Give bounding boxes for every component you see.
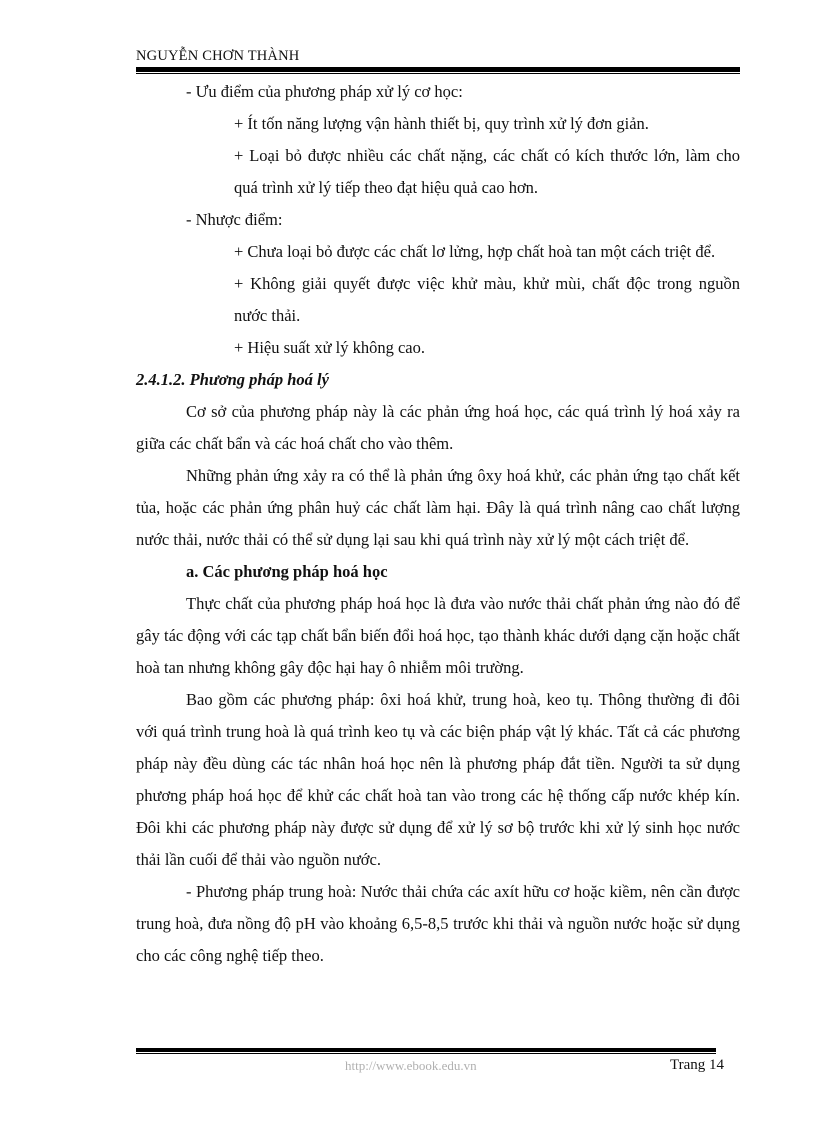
advantage-item-1: + Ít tốn năng lượng vận hành thiết bị, quy trình xử lý đơn giản.	[234, 114, 649, 133]
footer-rule	[136, 1048, 716, 1052]
header-rule-thin	[136, 73, 740, 74]
advantages-heading: - Ưu điểm của phương pháp xử lý cơ học:	[186, 82, 463, 101]
footer-url: http://www.ebook.edu.vn	[345, 1058, 477, 1073]
disadvantage-item-1: + Chưa loại bỏ được các chất lơ lửng, hợp chất hoà tan một cách triệt để.	[234, 242, 716, 261]
paragraph-3: Thực chất của phương pháp hoá học là đưa vào nước thải chất phản ứng nào đó để gây tác động với các tạp chất bẩn biến đổi hoá học, tạo thành khác dưới dạng cặn hoặc chất hoà tan nhưng không gây độc hại hay ô nhiễm môi trường.	[136, 594, 740, 677]
page-number: Trang 14	[670, 1057, 725, 1073]
paragraph-4: Bao gồm các phương pháp: ôxi hoá khử, trung hoà, keo tụ. Thông thường đi đôi với quá trình trung hoà là quá trình keo tụ và các biện pháp vật lý khác. Tất cả các phương pháp này đều dùng các tác nhân hoá học nên là phương pháp đắt tiền. Người ta sử dụng phương pháp hoá học để khử các chất hoà tan vào trong các hệ thống cấp nước khép kín. Đôi khi các phương pháp này được sử dụng để xử lý sơ bộ trước khi xử lý sinh học nước thải lần cuối để thải vào nguồn nước.	[136, 690, 740, 869]
paragraph-2: Những phản ứng xảy ra có thể là phản ứng ôxy hoá khử, các phản ứng tạo chất kết tủa, hoặc các phản ứng phân huỷ các chất làm hại. Đây là quá trình nâng cao chất lượng nước thải, nước thải có thể sử dụng lại sau khi quá trình này xử lý một cách triệt để.	[136, 466, 740, 549]
advantage-item-2: + Loại bỏ được nhiều các chất nặng, các chất có kích thước lớn, làm cho quá trình xử lý tiếp theo đạt hiệu quả cao hơn.	[234, 146, 740, 197]
document-body	[136, 76, 740, 972]
footer-rule-thin	[136, 1053, 716, 1054]
subsection-heading: a. Các phương pháp hoá học	[186, 562, 388, 581]
disadvantage-item-3: + Hiệu suất xử lý không cao.	[234, 338, 426, 357]
paragraph-5: - Phương pháp trung hoà: Nước thải chứa các axít hữu cơ hoặc kiềm, nên cần được trung hoà, đưa nồng độ pH vào khoảng 6,5-8,5 trước khi thải và nguồn nước hoặc sử dụng cho các công nghệ tiếp theo.	[136, 882, 740, 965]
paragraph-1: Cơ sở của phương pháp này là các phản ứng hoá học, các quá trình lý hoá xảy ra giữa các chất bẩn và các hoá chất cho vào thêm.	[136, 402, 740, 453]
header-rule	[136, 67, 740, 72]
disadvantage-item-2: + Không giải quyết được việc khử màu, khử mùi, chất độc trong nguồn nước thải.	[234, 274, 740, 325]
page-header-author: NGUYỄN CHƠN THÀNH	[136, 48, 300, 64]
section-heading: 2.4.1.2. Phương pháp hoá lý	[136, 370, 329, 389]
disadvantages-heading: - Nhược điểm:	[186, 210, 283, 229]
